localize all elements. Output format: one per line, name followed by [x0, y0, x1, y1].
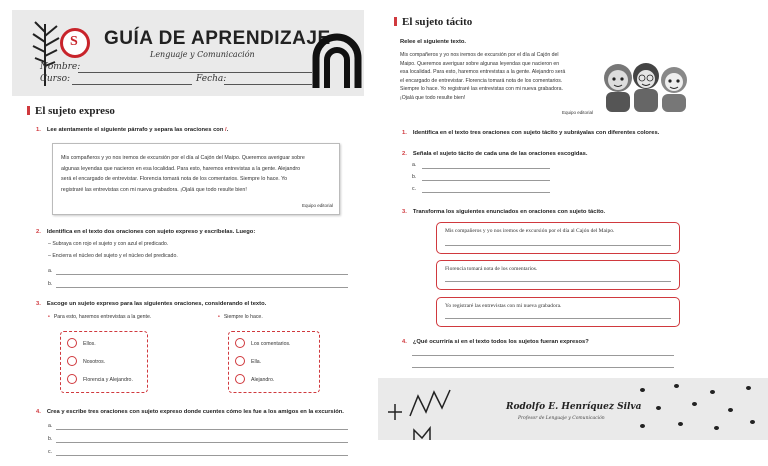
answer-label-a: a. — [48, 423, 53, 429]
transform-box-1 — [436, 222, 680, 254]
reread-instruction: Relee el siguiente texto. — [400, 39, 467, 45]
option-label: Los comentarios. — [251, 341, 291, 347]
children-illustration-icon — [598, 56, 696, 112]
teacher-role: Profesor de Lenguaje y Comunicación — [518, 416, 605, 421]
option-label: Florencia y Alejandro. — [83, 377, 133, 383]
answer-label-b: b. — [48, 281, 53, 287]
left-page — [0, 0, 378, 466]
option-radio[interactable] — [67, 338, 77, 348]
section-title-sujeto-expreso: El sujeto expreso — [27, 105, 115, 117]
answer-label-a: a. — [48, 268, 53, 274]
answer-line[interactable] — [422, 168, 550, 169]
answer-line[interactable] — [412, 355, 674, 356]
question-2: 2. Identifica en el texto dos oraciones con sujeto expreso y escríbelas. Luego: — [36, 229, 256, 235]
fecha-line[interactable] — [224, 84, 312, 85]
teacher-footer — [378, 378, 768, 440]
option-radio[interactable] — [67, 356, 77, 366]
answer-line[interactable] — [56, 274, 348, 275]
question-4: 4. Crea y escribe tres oraciones con sujeto expreso donde cuentes cómo les fue a los amigos en la excursión. — [36, 409, 344, 415]
nombre-line[interactable] — [78, 72, 312, 73]
curso-label: Curso: — [40, 74, 71, 84]
answer-line[interactable] — [445, 245, 671, 246]
question-4: 4. ¿Qué ocurriría si en el texto todos los sujetos fueran expresos? — [402, 339, 589, 345]
answer-label-b: b. — [412, 174, 417, 180]
fecha-label: Fecha: — [196, 74, 227, 84]
answer-line[interactable] — [56, 455, 348, 456]
paragraph-box — [52, 143, 340, 215]
dot-decoration — [640, 388, 645, 392]
transform-sentence: Yo registraré las entrevistas con mi nueva grabadora. — [445, 303, 562, 309]
q3-left-options — [60, 331, 148, 393]
worksheet-header — [12, 10, 364, 96]
question-3: 3. Escoge un sujeto expreso para las siguientes oraciones, considerando el texto. — [36, 301, 267, 307]
question-1: 1. Lee atentamente el siguiente párrafo y separa las oraciones con /. — [36, 127, 229, 133]
option-label: Alejandro. — [251, 377, 275, 383]
teacher-name: Rodolfo E. Henríquez Silva — [506, 402, 642, 412]
answer-line[interactable] — [422, 180, 550, 181]
transform-sentence: Mis compañeros y yo nos iremos de excursión por el día al Cajón del Maipo. — [445, 228, 615, 234]
rainbow-doodle-icon — [312, 22, 362, 88]
dot-decoration — [746, 386, 751, 390]
dot-decoration — [714, 426, 719, 430]
paragraph-text: Mis compañeros y yo nos iremos de excursión por el día al Cajón del Maipo. Queremos averiguar sobre algunas leyendas que nacieron en esa localidad. Para esto, haremos entrevistas a la gente. Alejandro será el encargado de entrevistar. Florencia tomará nota de los comentarios. Siempre lo hace. Yo registraré las entrevistas con mi nueva grabadora. ¡Ojalá que todo resulte bien! — [400, 52, 566, 101]
answer-label-c: c. — [48, 449, 53, 455]
q3-left-prompt: • Para esto, haremos entrevistas a la gente. — [48, 314, 152, 320]
question-2: 2. Señala el sujeto tácito de cada una de las oraciones escogidas. — [402, 151, 588, 157]
option-radio[interactable] — [235, 338, 245, 348]
transform-box-3 — [436, 297, 680, 327]
curso-line[interactable] — [72, 84, 192, 85]
school-logo: S — [60, 28, 90, 58]
option-radio[interactable] — [235, 356, 245, 366]
dot-decoration — [728, 408, 733, 412]
answer-label-a: a. — [412, 162, 417, 168]
answer-label-c: c. — [412, 186, 417, 192]
option-label: Ellos. — [83, 341, 96, 347]
dot-decoration — [678, 422, 683, 426]
dot-decoration — [656, 406, 661, 410]
instruction-underline: – Subraya con rojo el sujeto y con azul el predicado. — [48, 241, 169, 247]
q3-right-prompt: • Siempre lo hace. — [218, 314, 263, 320]
zigzag-doodle-icon — [384, 382, 474, 440]
option-label: Nosotros. — [83, 359, 106, 365]
worksheet-title: GUÍA DE APRENDIZAJE — [104, 28, 331, 49]
answer-line[interactable] — [445, 318, 671, 319]
right-page — [378, 0, 768, 466]
dot-decoration — [640, 424, 645, 428]
paragraph-text: Mis compañeros y yo nos iremos de excursión por el día al Cajón del Maipo. Queremos averiguar sobre algunas leyendas que nacieron en esa localidad. Para esto, haremos entrevistas a la gente. Alejandro será el encargado de entrevistar. Florencia tomará nota de los comentarios. Siempre lo hace. Yo registraré las entrevistas con mi nueva grabadora. ¡Ojalá que todo resulte bien! — [61, 155, 305, 193]
answer-line[interactable] — [56, 442, 348, 443]
paragraph-credit: Equipo editorial — [562, 110, 594, 115]
question-1: 1. Identifica en el texto tres oraciones con sujeto tácito y subráyalas con diferentes colores. — [402, 130, 660, 136]
answer-label-b: b. — [48, 436, 53, 442]
option-radio[interactable] — [67, 374, 77, 384]
answer-line[interactable] — [422, 192, 550, 193]
question-3: 3. Transforma los siguientes enunciados en oraciones con sujeto tácito. — [402, 209, 606, 215]
transform-sentence: Florencia tomará nota de los comentarios. — [445, 266, 538, 272]
nombre-label: Nombre: — [40, 62, 81, 72]
transform-box-2 — [436, 260, 680, 290]
option-label: Ella. — [251, 359, 262, 365]
option-radio[interactable] — [235, 374, 245, 384]
answer-line[interactable] — [56, 429, 348, 430]
answer-line[interactable] — [445, 281, 671, 282]
paragraph-credit: Equipo editorial — [301, 203, 333, 208]
q3-right-options — [228, 331, 320, 393]
instruction-circle: – Encierra el núcleo del sujeto y el núcleo del predicado. — [48, 253, 178, 259]
answer-line[interactable] — [412, 367, 674, 368]
dot-decoration — [692, 402, 697, 406]
answer-line[interactable] — [56, 287, 348, 288]
section-title-sujeto-tacito: El sujeto tácito — [394, 16, 472, 28]
dot-decoration — [750, 420, 755, 424]
worksheet-subtitle: Lenguaje y Comunicación — [150, 50, 255, 59]
dot-decoration — [710, 390, 715, 394]
dot-decoration — [674, 384, 679, 388]
